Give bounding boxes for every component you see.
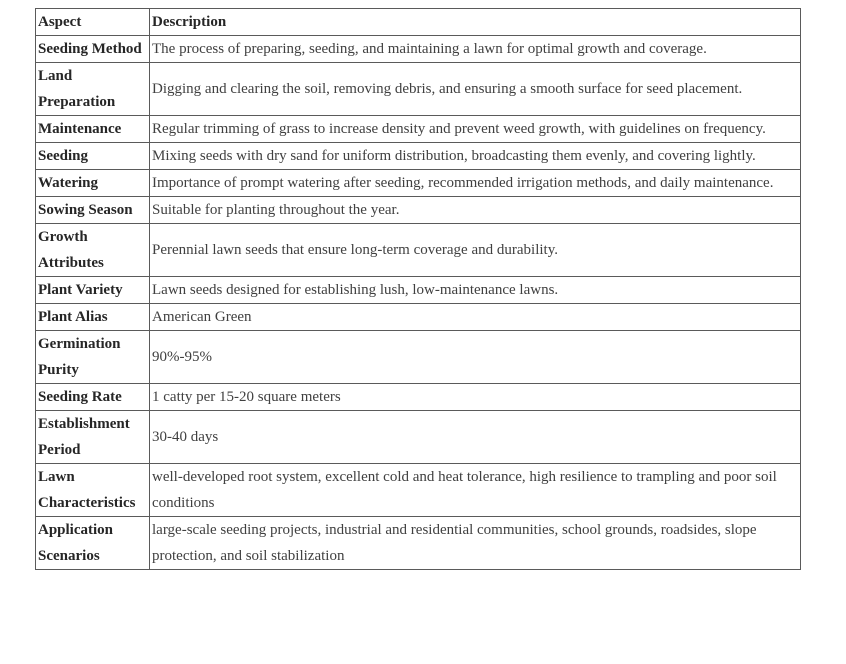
description-cell: large-scale seeding projects, industrial and residential communities, school grounds, roadsides, slope protection, and soil stabilization	[150, 517, 801, 570]
aspect-cell: Germination Purity	[36, 331, 150, 384]
table-row	[36, 224, 801, 277]
table-header-row	[36, 9, 801, 36]
description-cell: Lawn seeds designed for establishing lush, low-maintenance lawns.	[150, 277, 801, 304]
description-cell: Perennial lawn seeds that ensure long-term coverage and durability.	[150, 224, 801, 277]
table-row	[36, 116, 801, 143]
column-header-aspect: Aspect	[36, 9, 150, 36]
aspect-cell: Seeding Rate	[36, 384, 150, 411]
table-row	[36, 517, 801, 570]
table-row	[36, 197, 801, 224]
aspect-cell: Plant Variety	[36, 277, 150, 304]
table-row	[36, 36, 801, 63]
aspect-cell: Watering	[36, 170, 150, 197]
aspect-cell: Lawn Characteristics	[36, 464, 150, 517]
aspect-cell: Plant Alias	[36, 304, 150, 331]
aspect-cell: Sowing Season	[36, 197, 150, 224]
aspect-cell: Maintenance	[36, 116, 150, 143]
aspect-cell: Land Preparation	[36, 63, 150, 116]
table-row	[36, 277, 801, 304]
description-cell: Suitable for planting throughout the year.	[150, 197, 801, 224]
table-row	[36, 411, 801, 464]
table-row	[36, 331, 801, 384]
description-cell: Mixing seeds with dry sand for uniform distribution, broadcasting them evenly, and covering lightly.	[150, 143, 801, 170]
aspect-cell: Seeding	[36, 143, 150, 170]
aspect-cell: Seeding Method	[36, 36, 150, 63]
aspect-description-table	[35, 8, 801, 570]
aspect-cell: Growth Attributes	[36, 224, 150, 277]
description-cell: The process of preparing, seeding, and maintaining a lawn for optimal growth and coverage.	[150, 36, 801, 63]
description-cell: 30-40 days	[150, 411, 801, 464]
description-cell: Digging and clearing the soil, removing debris, and ensuring a smooth surface for seed placement.	[150, 63, 801, 116]
description-cell: Regular trimming of grass to increase density and prevent weed growth, with guidelines on frequency.	[150, 116, 801, 143]
description-cell: well-developed root system, excellent cold and heat tolerance, high resilience to trampling and poor soil conditions	[150, 464, 801, 517]
table-row	[36, 384, 801, 411]
table-row	[36, 143, 801, 170]
table-row	[36, 170, 801, 197]
aspect-cell: Application Scenarios	[36, 517, 150, 570]
table-row	[36, 464, 801, 517]
description-cell: Importance of prompt watering after seeding, recommended irrigation methods, and daily maintenance.	[150, 170, 801, 197]
table-row	[36, 63, 801, 116]
column-header-description: Description	[150, 9, 801, 36]
table-row	[36, 304, 801, 331]
description-cell: American Green	[150, 304, 801, 331]
description-cell: 1 catty per 15-20 square meters	[150, 384, 801, 411]
aspect-cell: Establishment Period	[36, 411, 150, 464]
description-cell: 90%-95%	[150, 331, 801, 384]
